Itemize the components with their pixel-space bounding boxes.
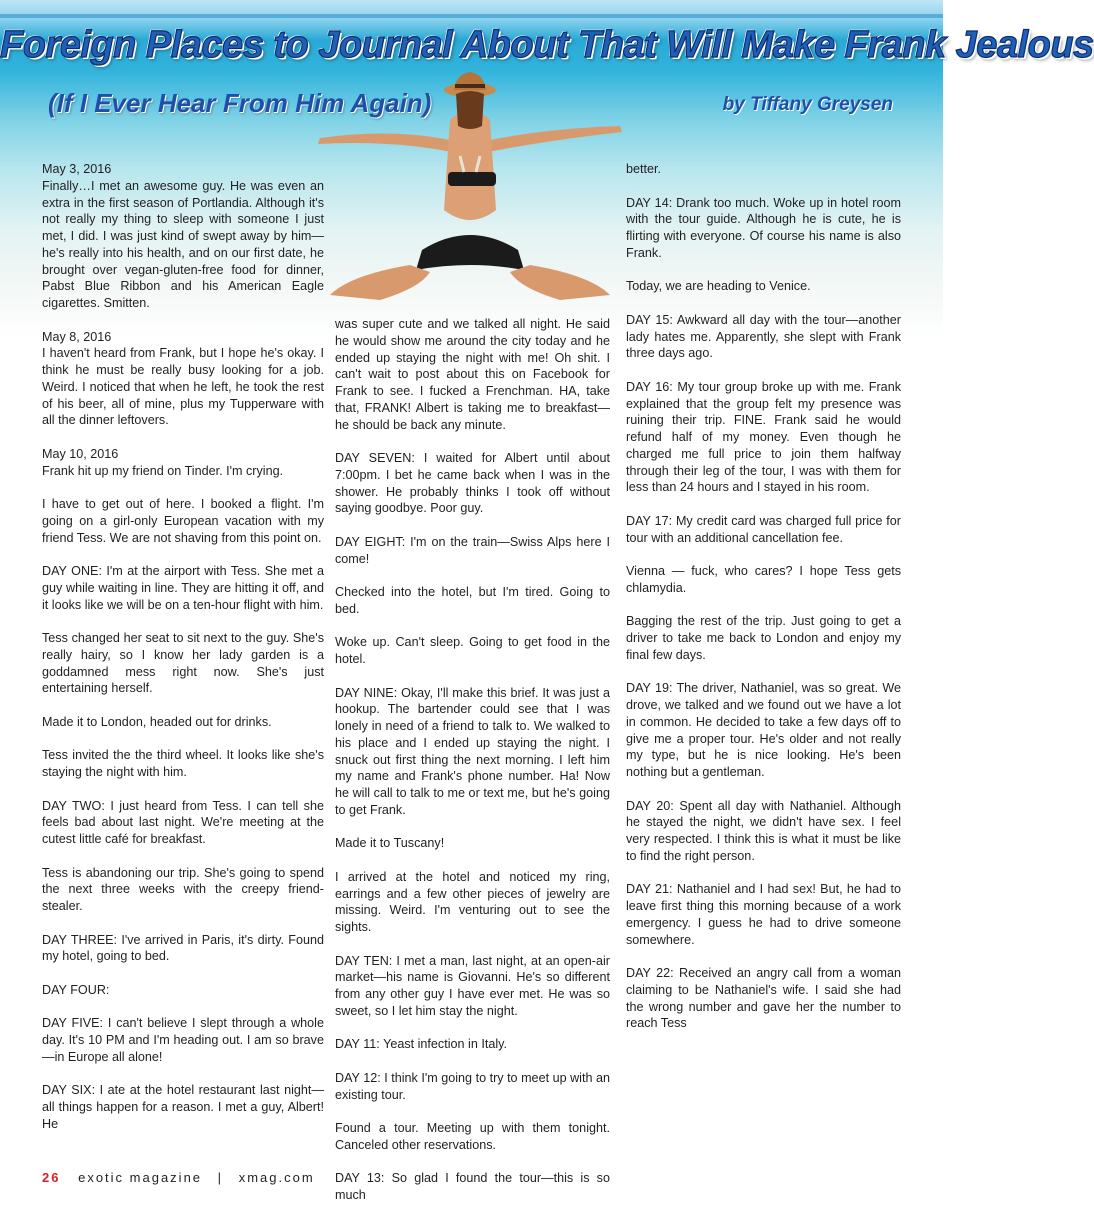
journal-entry: Finally…I met an awesome guy. He was even an extra in the first season of Portlandia. Although it's not really my thing to sleep with someone I just met, I did. I was just kind of swept away by him—he's really into his health, and on our first date, he brought over vegan-gluten-free food for dinner, Pabst Blue Ribbon and his American Eagle cigarettes. Smitten. <box>42 178 324 310</box>
journal-entry: DAY THREE: I've arrived in Paris, it's dirty. Found my hotel, going to bed. <box>42 932 324 964</box>
journal-entry: DAY EIGHT: I'm on the train—Swiss Alps here I come! <box>335 534 610 566</box>
journal-entry: Tess invited the the third wheel. It looks like she's staying the night with him. <box>42 748 324 779</box>
journal-entry: Tess is abandoning our trip. She's going to spend the next three weeks with the creepy friend-stealer. <box>42 865 324 913</box>
journal-entry: DAY SIX: I ate at the hotel restaurant last night—all things happen for a reason. I met a guy, Albert! He <box>42 1083 324 1131</box>
journal-entry: Found a tour. Meeting up with them tonight. Canceled other reservations. <box>335 1121 610 1152</box>
magazine-name: exotic magazine <box>78 1170 203 1185</box>
journal-entry: Frank hit up my friend on Tinder. I'm crying. <box>42 463 284 478</box>
journal-entry: DAY 14: Drank too much. Woke up in hotel room with the tour guide. Although he is cute, he is flirting with everyone. Of course his name is also Frank. <box>626 195 901 260</box>
journal-entry: DAY TWO: I just heard from Tess. I can tell she feels bad about last night. We're meeting at the cutest little café for breakfast. <box>42 798 324 846</box>
entry-date: May 3, 2016 <box>42 162 112 176</box>
journal-entry: DAY FOUR: <box>42 982 110 997</box>
journal-entry: I have to get out of here. I booked a flight. I'm going on a girl-only European vacation with my friend Tess. We are not shaving from this point on. <box>42 497 324 545</box>
journal-entry: DAY 19: The driver, Nathaniel, was so great. We drove, we talked and we found out we have a lot in common. He decided to take a few days off to give me a proper tour. He's older and not really my type, but he is nice looking. He's been nothing but a gentleman. <box>626 681 901 779</box>
article-title: Foreign Places to Journal About That Will Make Frank Jealous <box>0 24 1094 66</box>
journal-entry: I arrived at the hotel and noticed my ring, earrings and a few other pieces of jewelry are missing. Weird. I'm venturing out to see the sights. <box>335 869 610 934</box>
entry-date: May 8, 2016 <box>42 329 112 344</box>
article-subtitle: (If I Ever Hear From Him Again) <box>48 88 432 118</box>
author-byline: by Tiffany Greysen <box>722 94 893 115</box>
journal-entry: DAY 15: Awkward all day with the tour—another lady hates me. Apparently, she slept with Frank three days ago. <box>626 312 901 361</box>
journal-entry: DAY 22: Received an angry call from a woman claiming to be Nathaniel's wife. I said she had the wrong number and gave her the number to reach Tess <box>626 966 901 1031</box>
journal-entry: DAY 12: I think I'm going to try to meet up with an existing tour. <box>335 1070 610 1102</box>
text-column-3 <box>626 161 901 1049</box>
journal-entry: Checked into the hotel, but I'm tired. Going to bed. <box>335 585 610 616</box>
journal-entry: DAY SEVEN: I waited for Albert until about 7:00pm. I bet he came back when I was in the shower. He probably thinks I took off without saying goodbye. Poor guy. <box>335 451 610 516</box>
page-number: 26 <box>42 1170 61 1185</box>
entry-date: May 10, 2016 <box>42 446 119 461</box>
journal-entry: Vienna — fuck, who cares? I hope Tess gets chlamydia. <box>626 564 901 595</box>
journal-entry: DAY 20: Spent all day with Nathaniel. Although he stayed the night, we didn't have sex. I feel very respected. I think this is what it must be like to find the right person. <box>626 798 901 863</box>
journal-entry: DAY 17: My credit card was charged full price for tour with an additional cancellation fee. <box>626 513 901 545</box>
journal-entry: DAY 13: So glad I found the tour—this is so much <box>335 1171 610 1202</box>
journal-entry: DAY ONE: I'm at the airport with Tess. She met a guy while waiting in line. They are hitting it off, and it looks like we will be on a ten-hour flight with him. <box>42 564 324 612</box>
journal-entry: Woke up. Can't sleep. Going to get food in the hotel. <box>335 635 610 666</box>
website-link[interactable]: xmag.com <box>238 1170 315 1185</box>
footer-separator: | <box>217 1170 224 1185</box>
journal-entry: better. <box>626 162 662 176</box>
journal-entry: Made it to Tuscany! <box>335 836 445 851</box>
journal-entry: DAY FIVE: I can't believe I slept through a whole day. It's 10 PM and I'm heading out. I am so brave—in Europe all alone! <box>42 1016 324 1064</box>
journal-entry: DAY 21: Nathaniel and I had sex! But, he had to leave first thing this morning because of a work emergency. I guess he had to drive someone somewhere. <box>626 882 901 947</box>
page-footer <box>42 1170 315 1185</box>
text-column-1 <box>42 161 324 1149</box>
journal-entry: DAY TEN: I met a man, last night, at an open-air market—his name is Giovanni. He's so different from any other guy I have ever met. He was so sweet, so I let him stay the night. <box>335 953 610 1018</box>
journal-entry: Bagging the rest of the trip. Just going to get a driver to take me back to London and enjoy my final few days. <box>626 614 901 662</box>
journal-entry: Today, we are heading to Venice. <box>626 279 811 294</box>
journal-entry: was super cute and we talked all night. He said he would show me around the city today and he ended up staying the night with me! Oh shit. I can't wait to post about this on Facebook for Frank to see. I fucked a Frenchman. HA, take that, FRANK! Albert is taking me to breakfast—he should be back any minute. <box>335 317 610 432</box>
journal-entry: Tess changed her seat to sit next to the guy. She's really hairy, so I know her lady garden is a goddamned mess right now. She's just entertaining herself. <box>42 631 324 696</box>
horizon-line <box>0 14 943 18</box>
journal-entry: DAY 16: My tour group broke up with me. Frank explained that the group felt my presence was ruining their trip. FINE. Frank said he would refund half of my money. Even though he charged me full price to join them halfway through their leg of the tour, I was with them for less than 24 hours and I stayed in his room. <box>626 379 901 495</box>
text-column-2 <box>335 316 610 1221</box>
journal-entry: DAY NINE: Okay, I'll make this brief. It was just a hookup. The bartender could see that I was lonely in need of a friend to talk to. We walked to his place and I ended up staying the night. I snuck out first thing the next morning. I left him my name and Frank's phone number. Ha! Now he will call to talk to me or text me, but he's going to get Frank. <box>335 685 610 817</box>
journal-entry: Made it to London, headed out for drinks. <box>42 714 272 729</box>
journal-entry: I haven't heard from Frank, but I hope he's okay. I think he must be really busy looking for a job. Weird. I noticed that when he left, he took the rest of his beer, all of mine, plus my Tupperware with all the dinner leftovers. <box>42 346 324 428</box>
journal-entry: DAY 11: Yeast infection in Italy. <box>335 1037 507 1052</box>
